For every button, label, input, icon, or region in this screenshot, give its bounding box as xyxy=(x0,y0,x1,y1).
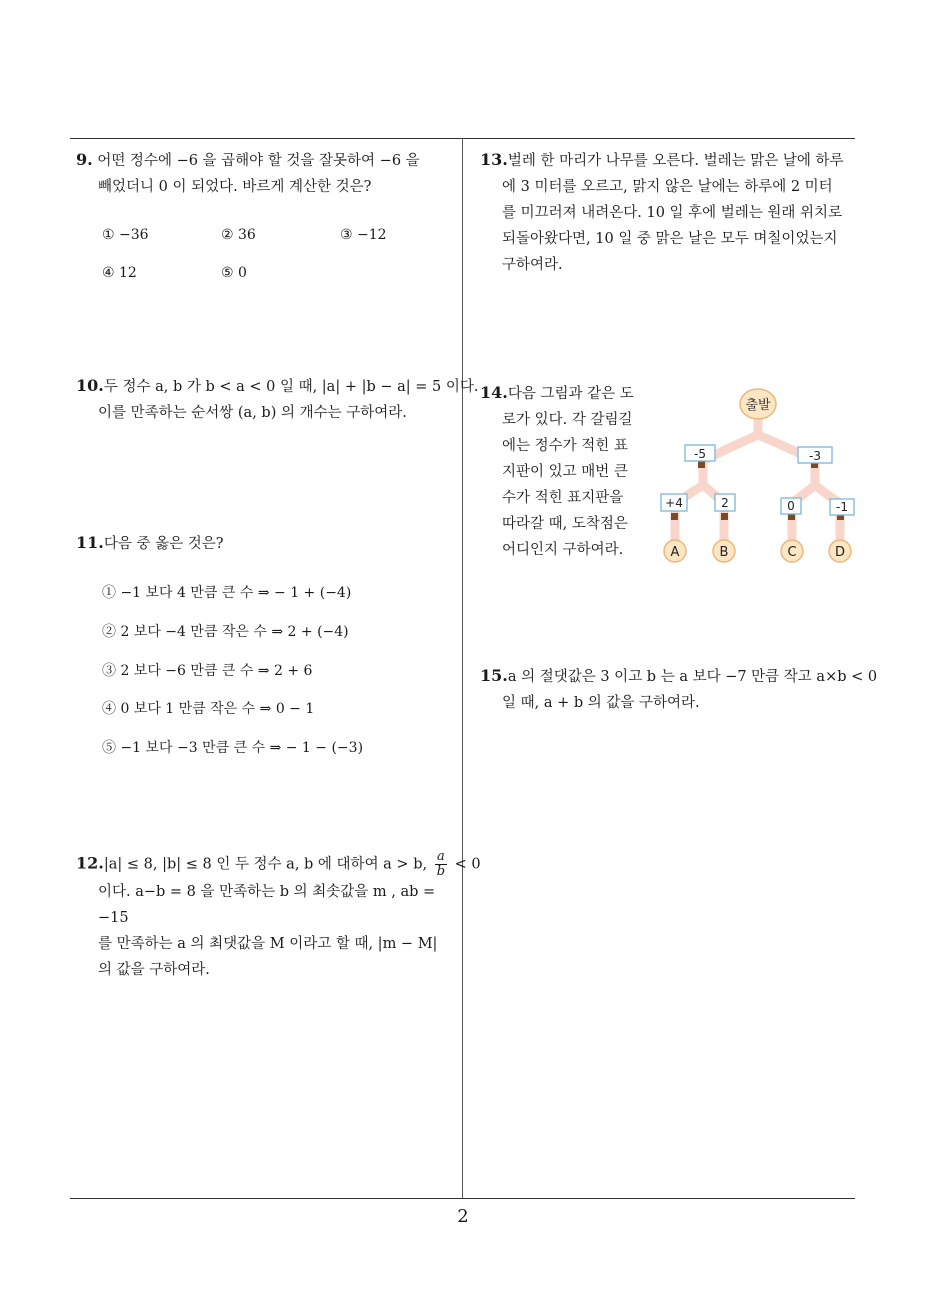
question-number: 11. xyxy=(76,533,104,552)
choice-1[interactable]: ① −36 xyxy=(102,227,149,243)
choice-5[interactable]: ⑤ 0 xyxy=(221,265,247,281)
sign-label: +4 xyxy=(665,496,683,510)
question-14 xyxy=(480,380,650,563)
end-node-d xyxy=(829,540,851,562)
question-text: 일 때, a + b 의 값을 구하여라. xyxy=(502,695,700,711)
end-node-b xyxy=(713,540,735,562)
question-12 xyxy=(76,849,481,983)
sign-label: -5 xyxy=(694,447,706,461)
question-text: 의 값을 구하여라. xyxy=(98,962,210,978)
end-label: D xyxy=(834,545,846,560)
question-11 xyxy=(76,530,456,557)
start-label: 출발 xyxy=(745,398,771,413)
sign-minus-3 xyxy=(798,447,832,463)
sign-post xyxy=(671,513,678,520)
choice-5[interactable]: ⑤ −1 보다 −3 만큼 큰 수 ⇒ − 1 − (−3) xyxy=(102,740,364,756)
choice-1[interactable]: ① −1 보다 4 만큼 큰 수 ⇒ − 1 + (−4) xyxy=(102,585,352,601)
question-10 xyxy=(76,373,479,426)
page-number: 2 xyxy=(457,1206,469,1227)
question-15 xyxy=(480,663,878,716)
question-text: |a| ≤ 8, |b| ≤ 8 인 두 정수 a, b 에 대하여 a > b, xyxy=(103,856,432,873)
question-13 xyxy=(480,147,860,278)
question-9 xyxy=(76,147,456,200)
end-node-c xyxy=(781,540,803,562)
fraction xyxy=(435,850,447,879)
question-text: 를 미끄러져 내려온다. 10 일 후에 벌레는 원래 위치로 xyxy=(502,205,843,221)
question-text: 따라갈 때, 도착점은 xyxy=(502,516,628,532)
column-divider xyxy=(462,138,463,1198)
sign-label: 0 xyxy=(787,499,795,513)
sign-plus-4 xyxy=(661,494,687,511)
choice-2[interactable]: ② 2 보다 −4 만큼 작은 수 ⇒ 2 + (−4) xyxy=(102,624,349,640)
sign-minus-1 xyxy=(830,499,854,515)
question-text: a 의 절댓값은 3 이고 b 는 a 보다 −7 만큼 작고 a×b < 0 xyxy=(507,669,878,685)
sign-post xyxy=(721,513,728,520)
question-text: 다음 그림과 같은 도 xyxy=(507,386,634,402)
question-number: 13. xyxy=(480,150,508,169)
sign-label: 2 xyxy=(721,496,729,510)
question-text: 로가 있다. 각 갈림길 xyxy=(502,412,633,428)
end-label: A xyxy=(670,545,680,560)
question-text: 지판이 있고 매번 큰 xyxy=(502,464,628,480)
sign-post xyxy=(698,461,705,468)
road-diagram xyxy=(655,385,865,570)
sign-label: -1 xyxy=(836,500,848,514)
question-text: < 0 xyxy=(450,856,481,873)
question-text: 빼었더니 0 이 되었다. 바르게 계산한 것은? xyxy=(98,179,372,195)
question-number: 15. xyxy=(480,666,508,685)
end-label: C xyxy=(787,545,797,560)
end-label: B xyxy=(719,545,729,560)
question-text: 에는 정수가 적힌 표 xyxy=(502,438,628,454)
question-text: 어디인지 구하여라. xyxy=(502,542,624,558)
start-node xyxy=(740,389,776,419)
sign-0 xyxy=(781,498,801,514)
question-number: 12. xyxy=(76,853,104,873)
sign-minus-5 xyxy=(685,445,715,461)
question-text: 벌레 한 마리가 나무를 오른다. 벌레는 맑은 날에 하루 xyxy=(507,153,844,169)
question-text: 구하여라. xyxy=(502,257,563,273)
sign-2 xyxy=(715,494,735,511)
question-number: 10. xyxy=(76,376,104,395)
end-node-a xyxy=(664,540,686,562)
choice-4[interactable]: ④ 0 보다 1 만큼 작은 수 ⇒ 0 − 1 xyxy=(102,701,315,717)
question-text: 두 정수 a, b 가 b < a < 0 일 때, |a| + |b − a| = 5 이다. xyxy=(103,379,479,395)
choice-2[interactable]: ② 36 xyxy=(221,227,256,243)
question-text: 에 3 미터를 오르고, 맑지 않은 날에는 하루에 2 미터 xyxy=(502,179,833,195)
question-number: 9. xyxy=(76,150,93,169)
sign-label: -3 xyxy=(809,449,821,463)
question-text: 이를 만족하는 순서쌍 (a, b) 의 개수는 구하여라. xyxy=(98,405,407,421)
choice-4[interactable]: ④ 12 xyxy=(102,265,137,281)
question-text: 되돌아왔다면, 10 일 중 맑은 날은 모두 며칠이었는지 xyxy=(502,231,838,247)
question-text: 수가 적힌 표지판을 xyxy=(502,490,624,506)
question-text: 어떤 정수에 −6 을 곱해야 할 것을 잘못하여 −6 을 xyxy=(97,153,420,169)
road-paths xyxy=(675,417,840,545)
fraction-denominator: b xyxy=(436,864,446,879)
question-text: 다음 중 옳은 것은? xyxy=(103,536,224,552)
choice-3[interactable]: ③ 2 보다 −6 만큼 큰 수 ⇒ 2 + 6 xyxy=(102,663,313,679)
fraction-numerator: a xyxy=(435,850,447,865)
bottom-rule xyxy=(70,1198,855,1199)
question-text: 이다. a−b = 8 을 만족하는 b 의 최솟값을 m , ab = −15 xyxy=(98,884,436,926)
question-text: 를 만족하는 a 의 최댓값을 M 이라고 할 때, |m − M| xyxy=(98,936,438,952)
question-number: 14. xyxy=(480,383,508,402)
choice-3[interactable]: ③ −12 xyxy=(340,227,387,243)
